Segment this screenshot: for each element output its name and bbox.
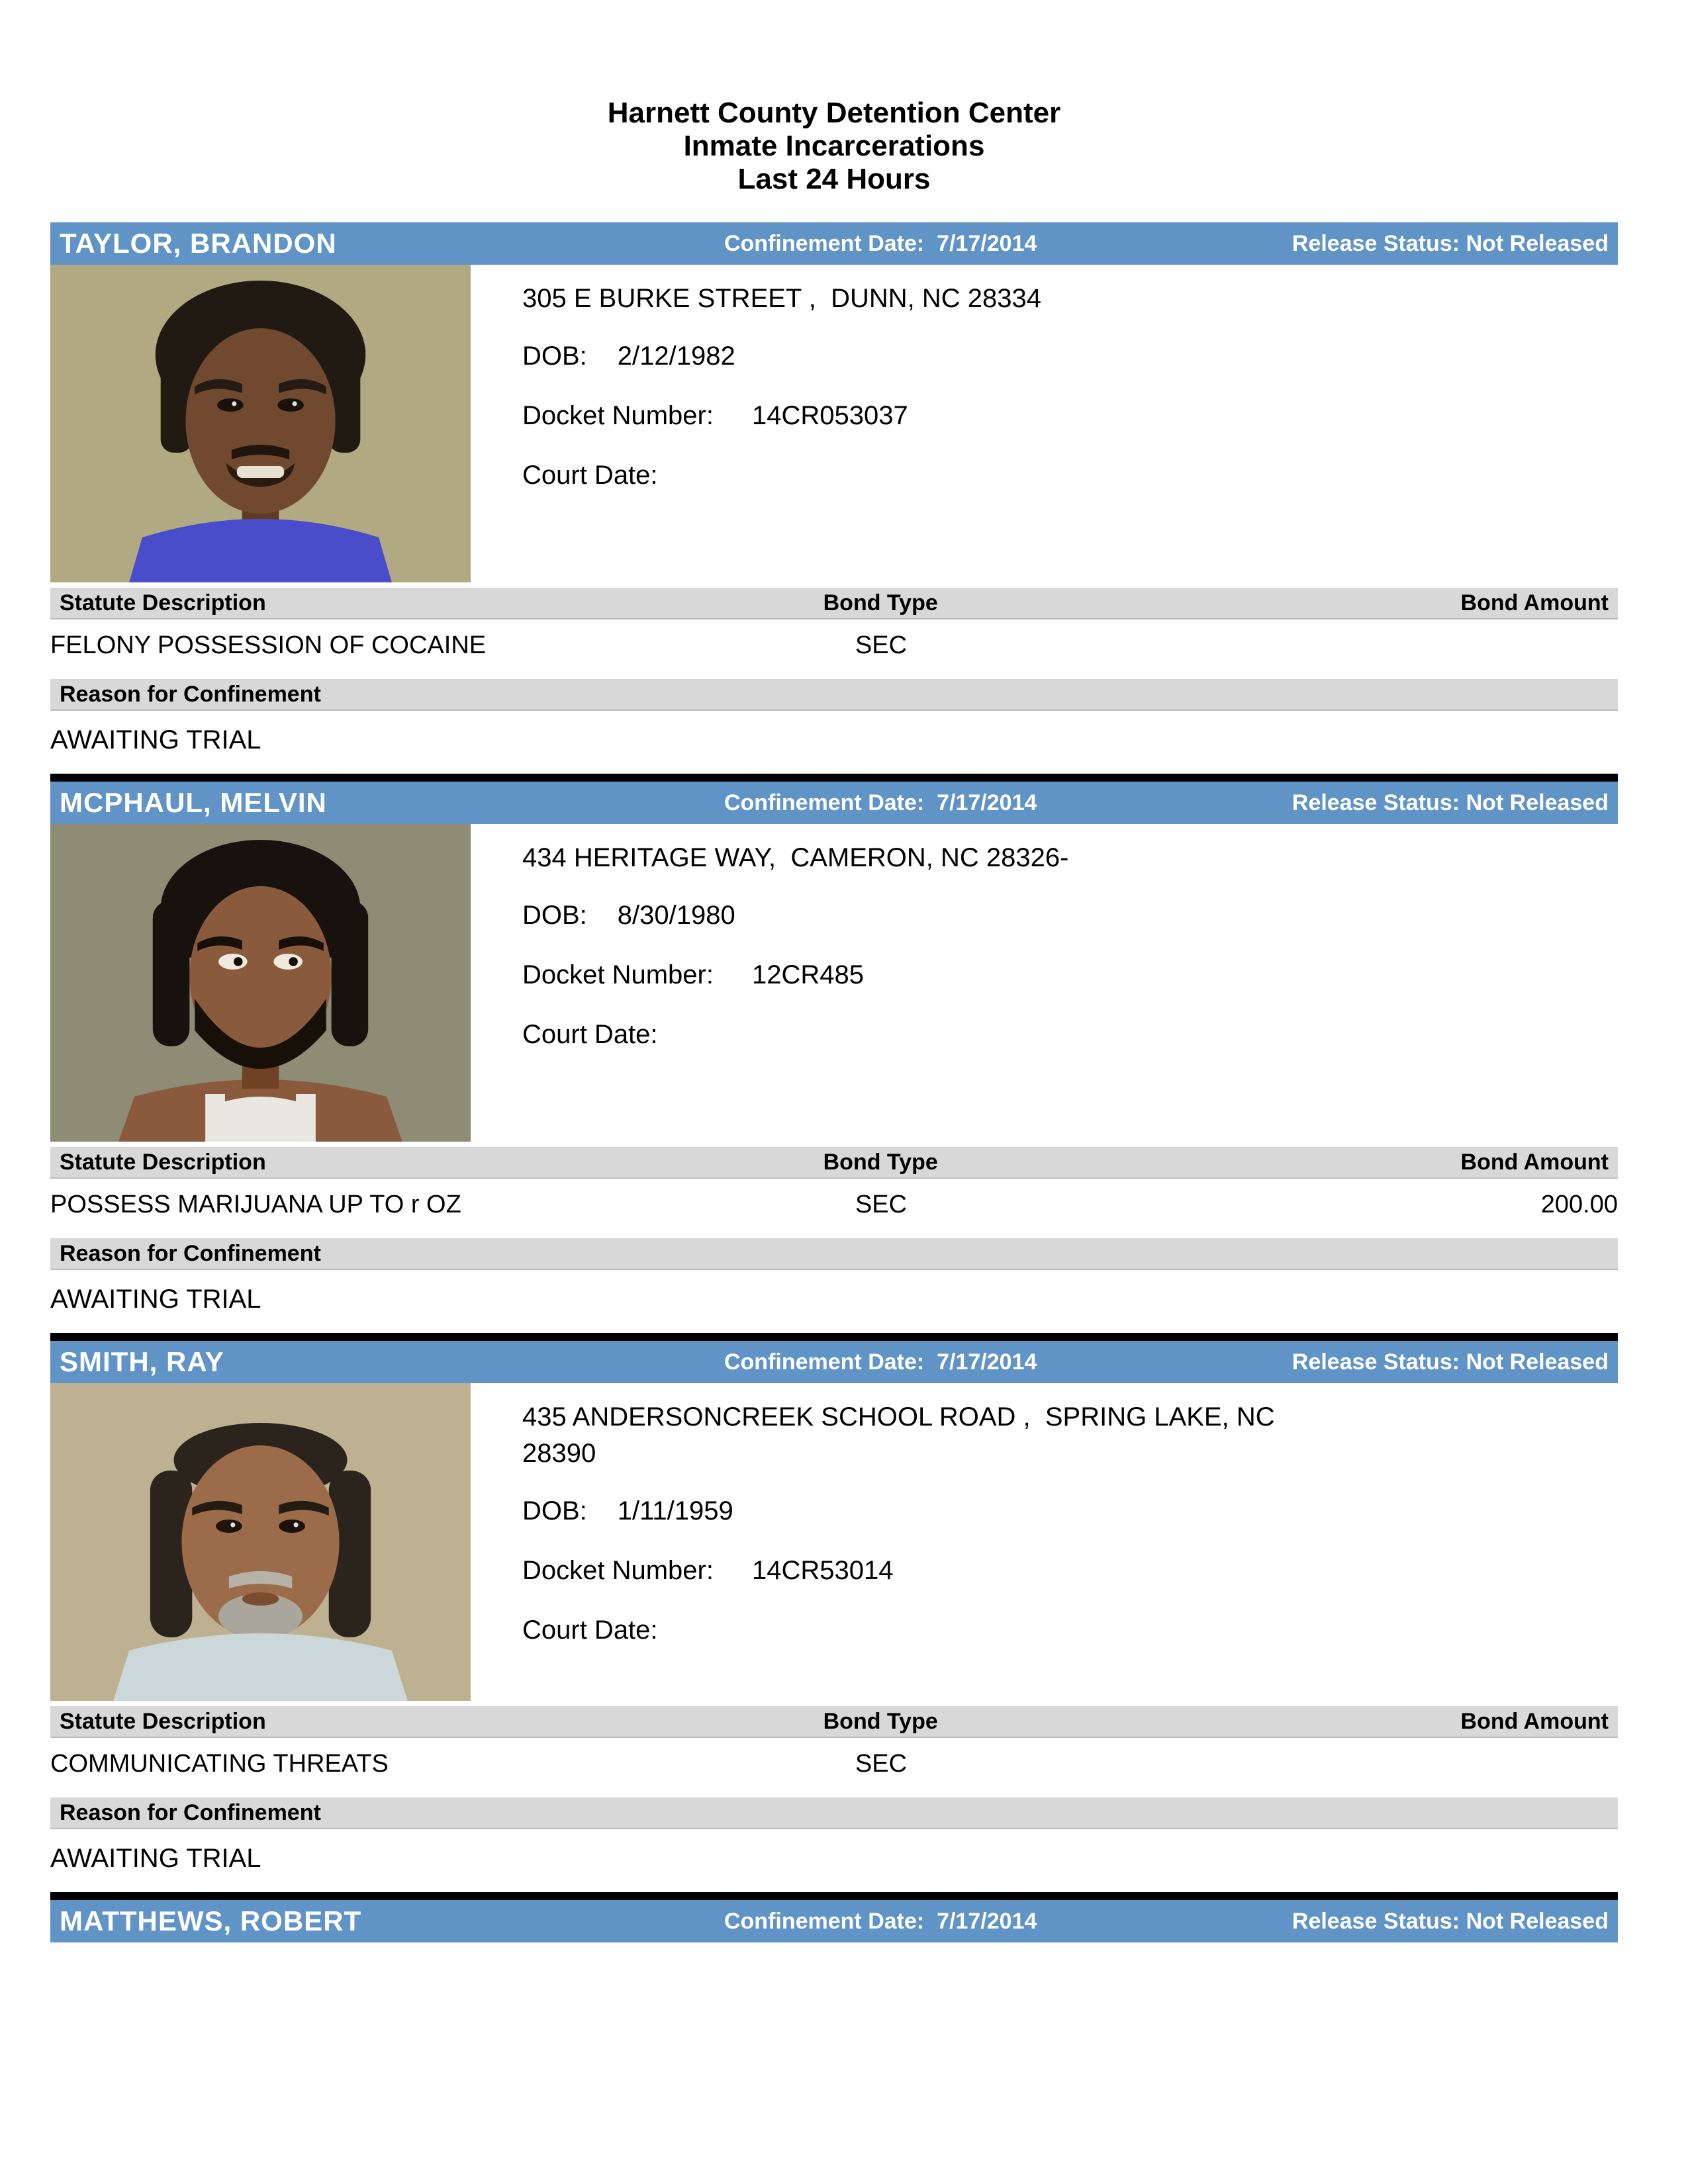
bond-amount-value bbox=[1085, 632, 1618, 659]
confinement-date bbox=[679, 231, 1082, 257]
confinement-date-value: 7/17/2014 bbox=[937, 1908, 1037, 1934]
title-line-2: Inmate Incarcerations bbox=[683, 130, 985, 162]
release-status-label: Release Status: bbox=[1291, 1349, 1460, 1375]
confinement-date-value: 7/17/2014 bbox=[937, 1349, 1037, 1375]
statute-description-header: Statute Description bbox=[60, 590, 266, 615]
reason-for-confinement-header: Reason for Confinement bbox=[50, 1797, 1618, 1829]
charge-row bbox=[50, 1191, 1618, 1218]
inmate-name: SMITH, RAY bbox=[60, 1346, 224, 1377]
release-status-label: Release Status: bbox=[1291, 790, 1460, 815]
docket-number-value: 12CR485 bbox=[751, 960, 864, 989]
confinement-date-value: 7/17/2014 bbox=[937, 230, 1037, 256]
charge-row bbox=[50, 1751, 1618, 1777]
record-header-bar bbox=[50, 1900, 1618, 1942]
release-status-label: Release Status: bbox=[1291, 230, 1460, 256]
confinement-date bbox=[679, 1349, 1082, 1375]
release-status-value: Not Released bbox=[1466, 230, 1609, 256]
mugshot-photo bbox=[50, 265, 471, 582]
inmate-address: 435 ANDERSONCREEK SCHOOL ROAD , SPRING LAKE, NC 28390 bbox=[522, 1402, 1282, 1468]
inmate-address: 434 HERITAGE WAY, CAMERON, NC 28326- bbox=[522, 843, 1069, 872]
bond-amount-header: Bond Amount bbox=[1460, 1149, 1609, 1175]
bond-amount-header: Bond Amount bbox=[1460, 1708, 1609, 1734]
page-title bbox=[50, 0, 1618, 196]
charge-table-header bbox=[50, 588, 1618, 619]
charge-row bbox=[50, 632, 1618, 659]
bond-type-value: SEC bbox=[855, 1191, 908, 1218]
reason-for-confinement-value: AWAITING TRIAL bbox=[50, 725, 261, 754]
charge-table-header bbox=[50, 1706, 1618, 1738]
record-header-bar bbox=[50, 1341, 1618, 1383]
court-date-label: Court Date: bbox=[522, 1615, 658, 1645]
mugshot-photo bbox=[50, 824, 471, 1142]
statute-description-value: FELONY POSSESSION OF COCAINE bbox=[50, 631, 487, 659]
release-status bbox=[1082, 790, 1609, 816]
mugshot-photo bbox=[50, 1383, 471, 1701]
docket-number-label: Docket Number: bbox=[522, 401, 714, 430]
bond-amount-header: Bond Amount bbox=[1460, 590, 1609, 615]
inmate-record bbox=[50, 1333, 1618, 1892]
bond-type-value: SEC bbox=[855, 1750, 908, 1778]
bond-amount-value bbox=[1085, 1751, 1618, 1777]
confinement-date-label: Confinement Date: bbox=[724, 1349, 925, 1375]
inmate-name: MATTHEWS, ROBERT bbox=[60, 1905, 362, 1936]
record-header-bar bbox=[50, 222, 1618, 265]
confinement-date-value: 7/17/2014 bbox=[937, 790, 1037, 815]
confinement-date-label: Confinement Date: bbox=[724, 790, 925, 815]
inmate-record bbox=[50, 1892, 1618, 1942]
bond-amount-value: 200.00 bbox=[1540, 1191, 1618, 1218]
reason-for-confinement-header: Reason for Confinement bbox=[50, 679, 1618, 711]
release-status-value: Not Released bbox=[1466, 1349, 1609, 1375]
bond-type-header: Bond Type bbox=[823, 1149, 938, 1175]
inmate-record bbox=[50, 774, 1618, 1333]
reason-for-confinement-header: Reason for Confinement bbox=[50, 1238, 1618, 1270]
release-status-value: Not Released bbox=[1466, 1908, 1609, 1934]
title-line-1: Harnett County Detention Center bbox=[607, 97, 1061, 129]
court-date-label: Court Date: bbox=[522, 1020, 658, 1049]
inmate-name: TAYLOR, BRANDON bbox=[60, 228, 337, 259]
court-date-label: Court Date: bbox=[522, 461, 658, 490]
dob-value: 8/30/1980 bbox=[617, 901, 735, 930]
dob-value: 2/12/1982 bbox=[617, 341, 735, 371]
charge-table-header bbox=[50, 1147, 1618, 1179]
title-line-3: Last 24 Hours bbox=[737, 163, 931, 195]
bond-type-header: Bond Type bbox=[823, 590, 938, 615]
dob-value: 1/11/1959 bbox=[617, 1496, 733, 1525]
docket-number-label: Docket Number: bbox=[522, 960, 714, 989]
confinement-date-label: Confinement Date: bbox=[724, 230, 925, 256]
confinement-date bbox=[679, 1909, 1082, 1934]
confinement-date bbox=[679, 790, 1082, 816]
reason-for-confinement-value: AWAITING TRIAL bbox=[50, 1844, 261, 1873]
statute-description-header: Statute Description bbox=[60, 1149, 266, 1175]
release-status-label: Release Status: bbox=[1291, 1908, 1460, 1934]
bond-type-header: Bond Type bbox=[823, 1708, 938, 1734]
inmate-name: MCPHAUL, MELVIN bbox=[60, 787, 327, 818]
docket-number-value: 14CR053037 bbox=[751, 401, 908, 430]
release-status bbox=[1082, 1909, 1609, 1934]
dob-label: DOB: bbox=[522, 1496, 587, 1525]
docket-number-label: Docket Number: bbox=[522, 1556, 714, 1585]
dob-label: DOB: bbox=[522, 341, 587, 371]
bond-type-value: SEC bbox=[855, 631, 908, 659]
inmate-address: 305 E BURKE STREET , DUNN, NC 28334 bbox=[522, 284, 1041, 313]
confinement-date-label: Confinement Date: bbox=[724, 1908, 925, 1934]
reason-for-confinement-value: AWAITING TRIAL bbox=[50, 1285, 261, 1314]
statute-description-value: POSSESS MARIJUANA UP TO r OZ bbox=[50, 1191, 461, 1218]
release-status bbox=[1082, 231, 1609, 257]
statute-description-value: COMMUNICATING THREATS bbox=[50, 1750, 389, 1778]
statute-description-header: Statute Description bbox=[60, 1708, 266, 1734]
release-status-value: Not Released bbox=[1466, 790, 1609, 815]
record-header-bar bbox=[50, 782, 1618, 824]
inmate-record bbox=[50, 222, 1618, 774]
release-status bbox=[1082, 1349, 1609, 1375]
docket-number-value: 14CR53014 bbox=[751, 1556, 894, 1585]
dob-label: DOB: bbox=[522, 901, 587, 930]
